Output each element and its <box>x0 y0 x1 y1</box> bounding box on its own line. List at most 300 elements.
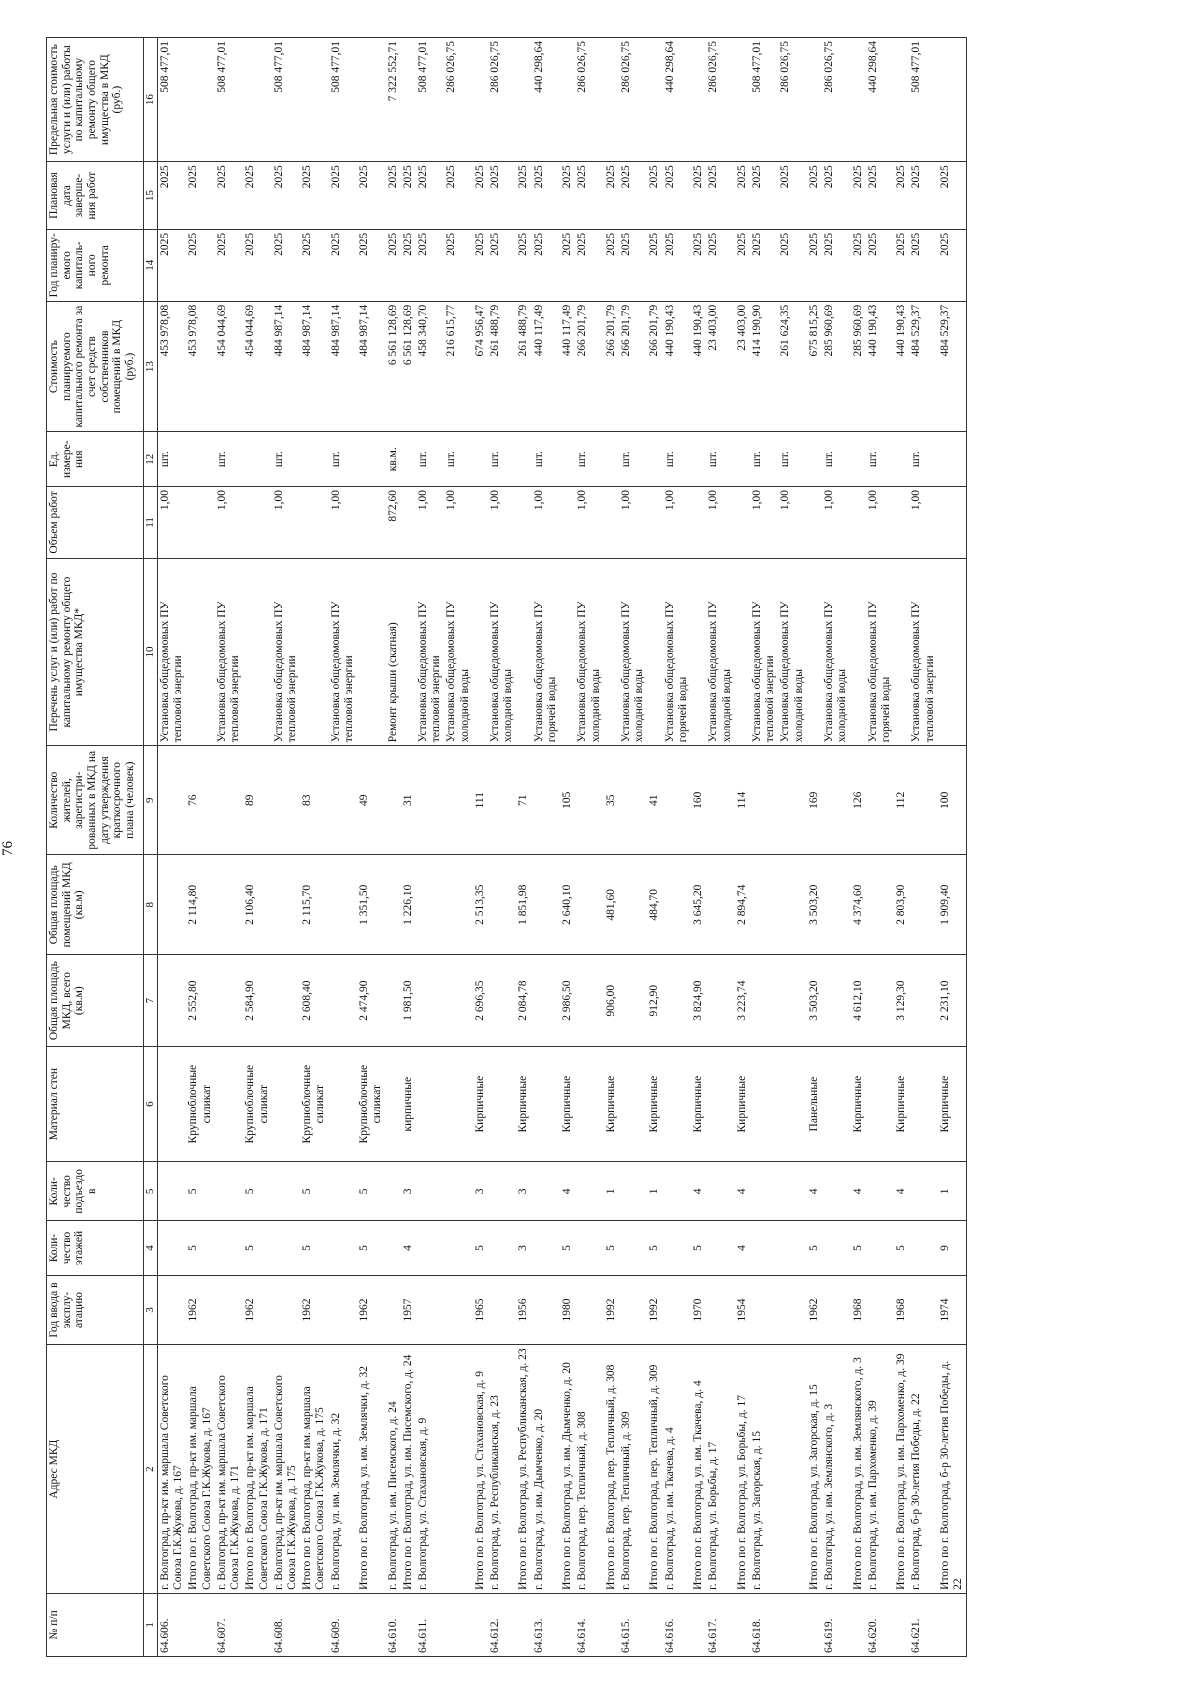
cell-vol: 1,00 <box>575 486 603 558</box>
cell-cost: 285 960,69 <box>822 301 850 432</box>
table-row <box>186 38 214 1657</box>
cell-entr: 4 <box>894 1162 909 1221</box>
cell-cost: 266 201,79 <box>575 301 603 432</box>
cell-unit <box>357 432 385 486</box>
column-header: Год ввода в эксплу-атацию <box>47 1275 144 1345</box>
cell-entr: 3 <box>473 1162 488 1221</box>
cell-py: 2025 <box>444 229 472 301</box>
page-number: 76 <box>0 841 16 856</box>
cell-area2 <box>158 855 187 955</box>
cell-wall <box>575 1046 603 1161</box>
cell-area: 2 084,78 <box>516 955 531 1047</box>
cell-addr <box>778 1345 806 1593</box>
cell-people <box>909 746 937 855</box>
column-number: 16 <box>144 38 158 162</box>
cell-vol: 1,00 <box>329 486 357 558</box>
cell-work <box>647 558 662 745</box>
cell-year <box>416 1275 444 1345</box>
cell-year: 1962 <box>807 1275 822 1345</box>
table-row <box>807 38 822 1657</box>
cell-area <box>822 955 850 1047</box>
cell-people: 49 <box>357 746 385 855</box>
cell-py: 2025 <box>691 229 706 301</box>
cell-year <box>706 1275 734 1345</box>
cell-wall: Панельные <box>807 1046 822 1161</box>
cell-area: 2 696,35 <box>473 955 488 1047</box>
cell-max: 508 477,01 <box>909 38 937 162</box>
cell-unit <box>647 432 662 486</box>
cell-no <box>894 1593 909 1656</box>
cell-vol: 1,00 <box>822 486 850 558</box>
cell-work <box>300 558 328 745</box>
cell-year <box>822 1275 850 1345</box>
cell-wall: Кирпичные <box>735 1046 750 1161</box>
cell-people <box>215 746 243 855</box>
table-row <box>778 38 806 1657</box>
cell-py: 2025 <box>909 229 937 301</box>
cell-py: 2025 <box>401 229 416 301</box>
cell-year: 1974 <box>938 1275 967 1345</box>
cell-area <box>416 955 444 1047</box>
cell-vol: 1,00 <box>444 486 472 558</box>
cell-entr: 4 <box>807 1162 822 1221</box>
cell-floors: 5 <box>473 1221 488 1275</box>
cell-people: 31 <box>401 746 416 855</box>
cell-pd: 2025 <box>778 162 806 230</box>
cell-vol <box>401 486 416 558</box>
table-row <box>619 38 647 1657</box>
cell-pd: 2025 <box>938 162 967 230</box>
cell-area <box>866 955 894 1047</box>
cell-work <box>807 558 822 745</box>
cell-addr: г. Волгоград, ул. им. Пархоменко, д. 39 <box>866 1345 894 1593</box>
cell-area: 3 223,74 <box>735 955 750 1047</box>
cell-year <box>750 1275 778 1345</box>
cell-area: 3 824,90 <box>691 955 706 1047</box>
cell-year <box>488 1275 516 1345</box>
cell-py: 2025 <box>300 229 328 301</box>
cell-addr: Итого по г. Волгоград, ул. Стахановская, д. 9 <box>473 1345 488 1593</box>
cell-pd: 2025 <box>691 162 706 230</box>
cell-no: 64.618. <box>750 1593 778 1656</box>
cell-pd: 2025 <box>401 162 416 230</box>
cell-entr: 5 <box>300 1162 328 1221</box>
cell-max <box>647 38 662 162</box>
cell-max: 286 026,75 <box>619 38 647 162</box>
cell-vol: 1,00 <box>416 486 444 558</box>
cell-entr <box>386 1162 401 1221</box>
cell-cost: 440 190,43 <box>691 301 706 432</box>
cell-wall: Кирпичные <box>516 1046 531 1161</box>
cell-pd: 2025 <box>243 162 271 230</box>
cell-cost: 454 044,69 <box>215 301 243 432</box>
cell-no: 64.621. <box>909 1593 937 1656</box>
column-header: Год планиру-емого капиталь-ного ремонта <box>47 229 144 301</box>
cell-area2: 1 226,10 <box>401 855 416 955</box>
cell-cost: 266 201,79 <box>604 301 619 432</box>
cell-floors <box>706 1221 734 1275</box>
cell-pd: 2025 <box>604 162 619 230</box>
cell-pd: 2025 <box>357 162 385 230</box>
cell-cost: 216 615,77 <box>444 301 472 432</box>
cell-no: 64.606. <box>158 1593 187 1656</box>
cell-addr: г. Волгоград, ул. им. Дымченко, д. 20 <box>532 1345 560 1593</box>
cell-addr: г. Волгоград, пер. Тепличный, д. 308 <box>575 1345 603 1593</box>
cell-wall <box>158 1046 187 1161</box>
cell-people <box>619 746 647 855</box>
cell-addr: г. Волгоград, б-р 30-летия Победы, д. 22 <box>909 1345 937 1593</box>
cell-wall <box>750 1046 778 1161</box>
cell-addr: Итого по г. Волгоград, пер. Тепличный, д. 309 <box>647 1345 662 1593</box>
cell-py: 2025 <box>186 229 214 301</box>
table-row <box>866 38 894 1657</box>
cell-addr: г. Волгоград, ул. им. Ткачева, д. 4 <box>663 1345 691 1593</box>
cell-area <box>532 955 560 1047</box>
cell-area2 <box>386 855 401 955</box>
cell-area2 <box>215 855 243 955</box>
cell-no: 64.612. <box>488 1593 516 1656</box>
cell-floors <box>866 1221 894 1275</box>
column-number: 6 <box>144 1046 158 1161</box>
cell-vol: 872,60 <box>386 486 401 558</box>
cell-area2: 1 851,98 <box>516 855 531 955</box>
cell-pd: 2025 <box>575 162 603 230</box>
cell-people: 76 <box>186 746 214 855</box>
cell-area2: 2 114,80 <box>186 855 214 955</box>
cell-vol <box>735 486 750 558</box>
cell-vol <box>807 486 822 558</box>
cell-addr: г. Волгоград, пр-кт им. маршала Советского Союза Г.К.Жукова, д. 175 <box>272 1345 300 1593</box>
cell-year: 1968 <box>894 1275 909 1345</box>
cell-addr: Итого по г. Волгоград, б-р 30-летия Победы, д. 22 <box>938 1345 967 1593</box>
cell-unit: шт. <box>706 432 734 486</box>
cell-unit <box>186 432 214 486</box>
column-header: Общая площадь помещений МКД (кв.м) <box>47 855 144 955</box>
cell-cost: 454 044,69 <box>243 301 271 432</box>
table-row <box>386 38 401 1657</box>
cell-pd: 2025 <box>488 162 516 230</box>
cell-unit <box>807 432 822 486</box>
cell-area: 2 986,50 <box>560 955 575 1047</box>
cell-area: 3 503,20 <box>807 955 822 1047</box>
cell-vol <box>300 486 328 558</box>
cell-people <box>488 746 516 855</box>
cell-cost: 484 987,14 <box>272 301 300 432</box>
cell-no <box>444 1593 472 1656</box>
cell-floors: 4 <box>401 1221 416 1275</box>
cell-area: 2 608,40 <box>300 955 328 1047</box>
cell-area <box>444 955 472 1047</box>
cell-cost: 453 978,08 <box>186 301 214 432</box>
column-number-row <box>144 38 158 1657</box>
column-header: Предельная стоимость услуги и (или) работы по капитальному ремонту общего имущества в МКД (руб.) <box>47 38 144 162</box>
cell-py: 2025 <box>778 229 806 301</box>
cell-unit <box>401 432 416 486</box>
cell-no: 64.615. <box>619 1593 647 1656</box>
table-row <box>735 38 750 1657</box>
cell-pd: 2025 <box>300 162 328 230</box>
cell-no <box>186 1593 214 1656</box>
cell-vol <box>560 486 575 558</box>
cell-work <box>473 558 488 745</box>
cell-work: Установка общедомовых ПУ холодной воды <box>778 558 806 745</box>
column-number: 8 <box>144 855 158 955</box>
cell-vol: 1,00 <box>866 486 894 558</box>
cell-no <box>735 1593 750 1656</box>
cell-max <box>473 38 488 162</box>
table-row <box>444 38 472 1657</box>
cell-no: 64.607. <box>215 1593 243 1656</box>
cell-pd: 2025 <box>894 162 909 230</box>
cell-people <box>663 746 691 855</box>
cell-py: 2025 <box>560 229 575 301</box>
cell-floors <box>822 1221 850 1275</box>
cell-year <box>444 1275 472 1345</box>
cell-entr <box>619 1162 647 1221</box>
cell-unit: шт. <box>575 432 603 486</box>
cell-wall: Кирпичные <box>851 1046 866 1161</box>
cell-area2 <box>532 855 560 955</box>
cell-cost: 440 190,43 <box>866 301 894 432</box>
cell-work: Установка общедомовых ПУ тепловой энергии <box>215 558 243 745</box>
cell-wall <box>663 1046 691 1161</box>
cell-area2: 2 115,70 <box>300 855 328 955</box>
column-header: Стоимость планируемого капитального ремонта за счет средств собственников помещений в МКД (руб.) <box>47 301 144 432</box>
cell-max: 286 026,75 <box>706 38 734 162</box>
cell-unit <box>604 432 619 486</box>
cell-wall <box>488 1046 516 1161</box>
cell-cost: 453 978,08 <box>158 301 187 432</box>
cell-area2 <box>329 855 357 955</box>
cell-year: 1962 <box>357 1275 385 1345</box>
cell-addr: г. Волгоград, ул. Стахановская, д. 9 <box>416 1345 444 1593</box>
cell-wall <box>215 1046 243 1161</box>
cell-pd: 2025 <box>386 162 401 230</box>
cell-year <box>663 1275 691 1345</box>
cell-work: Установка общедомовых ПУ холодной воды <box>575 558 603 745</box>
cell-addr: Итого по г. Волгоград, ул. им. Ткачева, д. 4 <box>691 1345 706 1593</box>
cell-floors: 5 <box>851 1221 866 1275</box>
cell-py: 2025 <box>329 229 357 301</box>
cell-wall <box>778 1046 806 1161</box>
column-header: Перечень услуг и (или) работ по капитальному ремонту общего имущества МКД* <box>47 558 144 745</box>
cell-py: 2025 <box>575 229 603 301</box>
cell-area2 <box>619 855 647 955</box>
cell-people: 35 <box>604 746 619 855</box>
cell-addr: Итого по г. Волгоград, ул. им. Писемского, д. 24 <box>401 1345 416 1593</box>
cell-no: 64.619. <box>822 1593 850 1656</box>
cell-area2 <box>444 855 472 955</box>
cell-wall: Кирпичные <box>604 1046 619 1161</box>
cell-wall <box>909 1046 937 1161</box>
cell-addr: г. Волгоград, ул. Борьбы, д. 17 <box>706 1345 734 1593</box>
cell-pd: 2025 <box>272 162 300 230</box>
cell-vol: 1,00 <box>532 486 560 558</box>
cell-py: 2025 <box>386 229 401 301</box>
cell-work: Установка общедомовых ПУ тепловой энергии <box>750 558 778 745</box>
cell-unit <box>516 432 531 486</box>
cell-no: 64.614. <box>575 1593 603 1656</box>
cell-wall <box>272 1046 300 1161</box>
cell-year <box>215 1275 243 1345</box>
cell-entr: 1 <box>938 1162 967 1221</box>
cell-vol <box>691 486 706 558</box>
column-header: Материал стен <box>47 1046 144 1161</box>
table-row <box>329 38 357 1657</box>
cell-floors <box>778 1221 806 1275</box>
cell-year <box>909 1275 937 1345</box>
cell-wall <box>866 1046 894 1161</box>
cell-year: 1962 <box>186 1275 214 1345</box>
cell-addr: г. Волгоград, ул. им. Писемского, д. 24 <box>386 1345 401 1593</box>
cell-entr: 5 <box>186 1162 214 1221</box>
cell-pd: 2025 <box>706 162 734 230</box>
cell-unit: шт. <box>444 432 472 486</box>
cell-area2 <box>822 855 850 955</box>
cell-addr: Итого по г. Волгоград, ул. им. Пархоменко, д. 39 <box>894 1345 909 1593</box>
cell-people <box>575 746 603 855</box>
cell-wall <box>822 1046 850 1161</box>
cell-max: 508 477,01 <box>272 38 300 162</box>
cell-people <box>444 746 472 855</box>
cell-pd: 2025 <box>444 162 472 230</box>
cell-area <box>909 955 937 1047</box>
cell-no <box>560 1593 575 1656</box>
cell-py: 2025 <box>532 229 560 301</box>
cell-no <box>401 1593 416 1656</box>
cell-area: 906,00 <box>604 955 619 1047</box>
table-row <box>416 38 444 1657</box>
cell-work: Установка общедомовых ПУ холодной воды <box>619 558 647 745</box>
cell-area2 <box>488 855 516 955</box>
cell-pd: 2025 <box>909 162 937 230</box>
cell-addr: Итого по г. Волгоград, пр-кт им. маршала Советского Союза Г.К.Жукова, д. 171 <box>243 1345 271 1593</box>
cell-area <box>488 955 516 1047</box>
cell-unit <box>938 432 967 486</box>
cell-people <box>866 746 894 855</box>
cell-max <box>691 38 706 162</box>
cell-people <box>158 746 187 855</box>
column-header: Общая площадь МКД, всего (кв.м) <box>47 955 144 1047</box>
cell-area2: 3 503,20 <box>807 855 822 955</box>
cell-year <box>158 1275 187 1345</box>
cell-py: 2025 <box>272 229 300 301</box>
cell-floors: 5 <box>647 1221 662 1275</box>
cell-max <box>516 38 531 162</box>
cell-area: 1 981,50 <box>401 955 416 1047</box>
cell-year <box>532 1275 560 1345</box>
cell-area2 <box>778 855 806 955</box>
cell-floors <box>444 1221 472 1275</box>
cell-unit: шт. <box>866 432 894 486</box>
cell-work: Установка общедомовых ПУ горячей воды <box>663 558 691 745</box>
cell-vol: 1,00 <box>706 486 734 558</box>
cell-pd: 2025 <box>329 162 357 230</box>
cell-work: Установка общедомовых ПУ холодной воды <box>444 558 472 745</box>
column-number: 1 <box>144 1593 158 1656</box>
column-number: 9 <box>144 746 158 855</box>
cell-entr: 4 <box>735 1162 750 1221</box>
cell-unit: шт. <box>532 432 560 486</box>
column-number: 11 <box>144 486 158 558</box>
cell-max <box>186 38 214 162</box>
cell-work <box>401 558 416 745</box>
cell-addr: Итого по г. Волгоград, ул. им. Землячки, д. 32 <box>357 1345 385 1593</box>
table-row <box>357 38 385 1657</box>
table-row <box>750 38 778 1657</box>
table-row <box>822 38 850 1657</box>
cell-year: 1962 <box>243 1275 271 1345</box>
table-row <box>663 38 691 1657</box>
cell-floors <box>416 1221 444 1275</box>
cell-pd: 2025 <box>750 162 778 230</box>
cell-py: 2025 <box>647 229 662 301</box>
cell-vol: 1,00 <box>488 486 516 558</box>
cell-floors: 5 <box>357 1221 385 1275</box>
cell-wall: Крупноблочные силикат <box>186 1046 214 1161</box>
cell-area2: 2 640,10 <box>560 855 575 955</box>
cell-area: 2 231,10 <box>938 955 967 1047</box>
cell-max: 286 026,75 <box>488 38 516 162</box>
table-row <box>575 38 603 1657</box>
cell-work: Установка общедомовых ПУ тепловой энергии <box>416 558 444 745</box>
column-header: Ед. измере-ния <box>47 432 144 486</box>
table-row <box>473 38 488 1657</box>
cell-area: 912,90 <box>647 955 662 1047</box>
cell-max <box>851 38 866 162</box>
cell-py: 2025 <box>243 229 271 301</box>
cell-py: 2025 <box>938 229 967 301</box>
cell-wall <box>416 1046 444 1161</box>
cell-max: 440 298,64 <box>663 38 691 162</box>
cell-unit: кв.м. <box>386 432 401 486</box>
cell-entr: 3 <box>401 1162 416 1221</box>
cell-pd: 2025 <box>186 162 214 230</box>
cell-year: 1965 <box>473 1275 488 1345</box>
cell-area <box>778 955 806 1047</box>
cell-unit: шт. <box>215 432 243 486</box>
cell-addr: Итого по г. Волгоград, ул. Борьбы, д. 17 <box>735 1345 750 1593</box>
table-row <box>488 38 516 1657</box>
cell-people <box>272 746 300 855</box>
cell-floors: 5 <box>243 1221 271 1275</box>
cell-entr <box>532 1162 560 1221</box>
cell-entr: 4 <box>851 1162 866 1221</box>
cell-work: Установка общедомовых ПУ тепловой энергии <box>272 558 300 745</box>
cell-area <box>272 955 300 1047</box>
cell-vol: 1,00 <box>909 486 937 558</box>
cell-addr: Итого по г. Волгоград, ул. им. Дымченко, д. 20 <box>560 1345 575 1593</box>
cell-wall: кирпичные <box>401 1046 416 1161</box>
cell-entr <box>488 1162 516 1221</box>
cell-unit: шт. <box>663 432 691 486</box>
cell-addr: г. Волгоград, ул. им. Землянского, д. 3 <box>822 1345 850 1593</box>
cell-no: 64.620. <box>866 1593 894 1656</box>
cell-floors: 5 <box>807 1221 822 1275</box>
cell-py: 2025 <box>866 229 894 301</box>
cell-pd: 2025 <box>619 162 647 230</box>
cell-vol: 1,00 <box>663 486 691 558</box>
cell-max: 440 298,64 <box>866 38 894 162</box>
cell-py: 2025 <box>851 229 866 301</box>
cell-people: 160 <box>691 746 706 855</box>
cell-area2 <box>706 855 734 955</box>
cell-max: 7 322 552,71 <box>386 38 401 162</box>
cell-entr: 5 <box>243 1162 271 1221</box>
cell-cost: 675 815,25 <box>807 301 822 432</box>
cell-unit <box>735 432 750 486</box>
cell-cost: 261 488,79 <box>488 301 516 432</box>
